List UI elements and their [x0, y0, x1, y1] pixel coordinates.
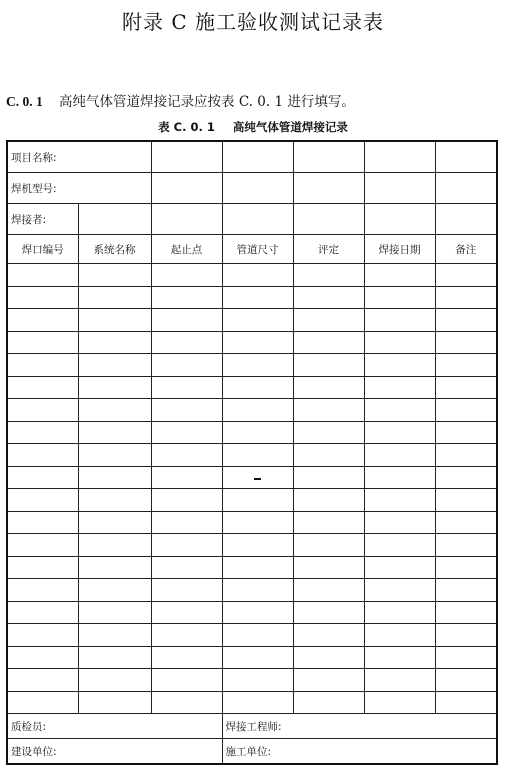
table-cell — [78, 421, 151, 444]
table-cell — [78, 399, 151, 422]
table-cell — [151, 669, 222, 692]
table-cell — [78, 534, 151, 557]
table-cell — [222, 286, 293, 309]
table-cell — [435, 511, 497, 534]
table-cell — [222, 264, 293, 287]
table-row — [7, 264, 497, 287]
table-cell — [151, 534, 222, 557]
column-header: 起止点 — [151, 235, 222, 264]
appendix-title: 附录 C 施工验收测试记录表 — [121, 10, 385, 34]
table-cell — [78, 489, 151, 512]
welder-row — [7, 204, 497, 235]
table-row — [7, 669, 497, 692]
table-cell — [151, 556, 222, 579]
project-name-label: 项目名称: — [7, 141, 151, 173]
table-cell — [7, 534, 78, 557]
table-cell — [435, 204, 497, 235]
table-row — [7, 331, 497, 354]
table-cell — [364, 141, 435, 173]
welder-label: 焊接者: — [7, 204, 78, 235]
clause-text: 高纯气体管道焊接记录应按表 C. 0. 1 进行填写。 — [59, 94, 355, 110]
table-cell — [78, 669, 151, 692]
table-cell — [222, 624, 293, 647]
table-cell — [293, 579, 364, 602]
table-cell — [7, 466, 78, 489]
table-cell — [7, 624, 78, 647]
table-cell — [151, 466, 222, 489]
table-cell — [435, 669, 497, 692]
table-row — [7, 624, 497, 647]
signature-row — [7, 739, 497, 765]
table-cell — [435, 444, 497, 467]
table-cell — [364, 309, 435, 332]
table-cell — [222, 376, 293, 399]
table-cell — [7, 579, 78, 602]
table-cell — [364, 691, 435, 714]
table-cell — [293, 466, 364, 489]
table-cell — [78, 309, 151, 332]
table-cell — [435, 646, 497, 669]
table-cell — [435, 309, 497, 332]
contractor-label: 施工单位: — [222, 739, 497, 765]
table-cell — [78, 556, 151, 579]
welding-record-table — [6, 140, 498, 765]
table-cell — [222, 204, 293, 235]
clause — [6, 90, 355, 110]
table-row — [7, 646, 497, 669]
table-cell — [222, 331, 293, 354]
table-cell — [78, 511, 151, 534]
table-cell — [151, 173, 222, 204]
table-cell — [7, 354, 78, 377]
table-cell — [293, 691, 364, 714]
table-cell — [151, 646, 222, 669]
table-cell — [293, 354, 364, 377]
table-cell — [78, 331, 151, 354]
column-header: 评定 — [293, 235, 364, 264]
table-cell — [151, 286, 222, 309]
table-cell — [7, 376, 78, 399]
table-row — [7, 354, 497, 377]
table-cell — [7, 511, 78, 534]
table-cell — [435, 354, 497, 377]
table-cell — [364, 511, 435, 534]
table-cell — [7, 421, 78, 444]
table-row — [7, 309, 497, 332]
table-cell — [7, 444, 78, 467]
table-cell — [293, 601, 364, 624]
table-cell — [293, 204, 364, 235]
table-row — [7, 601, 497, 624]
table-cell — [151, 601, 222, 624]
table-cell — [364, 399, 435, 422]
table-cell — [7, 286, 78, 309]
table-cell — [222, 601, 293, 624]
signature-row — [7, 714, 497, 739]
table-cell — [364, 624, 435, 647]
table-cell — [222, 691, 293, 714]
table-cell — [293, 444, 364, 467]
table-cell — [78, 376, 151, 399]
table-cell — [78, 579, 151, 602]
table-cell — [151, 511, 222, 534]
table-cell — [222, 354, 293, 377]
table-cell — [435, 264, 497, 287]
table-cell — [364, 444, 435, 467]
table-cell — [7, 691, 78, 714]
table-row — [7, 421, 497, 444]
table-cell — [364, 173, 435, 204]
table-cell — [78, 354, 151, 377]
table-cell — [222, 579, 293, 602]
table-row — [7, 376, 497, 399]
table-cell — [293, 331, 364, 354]
table-cell — [7, 489, 78, 512]
table-cell — [364, 556, 435, 579]
table-cell — [222, 173, 293, 204]
table-cell — [435, 534, 497, 557]
table-cell — [151, 489, 222, 512]
table-cell — [151, 691, 222, 714]
column-header: 系统名称 — [78, 235, 151, 264]
table-row — [7, 399, 497, 422]
table-row — [7, 556, 497, 579]
table-cell — [435, 376, 497, 399]
table-cell — [78, 601, 151, 624]
table-cell — [293, 309, 364, 332]
table-cell — [7, 669, 78, 692]
table-cell — [293, 286, 364, 309]
welding-engineer-label: 焊接工程师: — [222, 714, 497, 739]
table-caption — [0, 119, 506, 135]
table-cell — [364, 579, 435, 602]
table-cell — [7, 399, 78, 422]
scan-speck — [254, 478, 261, 480]
column-header: 管道尺寸 — [222, 235, 293, 264]
table-row — [7, 489, 497, 512]
table-cell — [151, 141, 222, 173]
table-cell — [151, 624, 222, 647]
table-cell — [435, 691, 497, 714]
table-cell — [7, 309, 78, 332]
table-cell — [222, 399, 293, 422]
table-cell — [293, 399, 364, 422]
table-cell — [78, 624, 151, 647]
table-cell — [435, 601, 497, 624]
column-header-row — [7, 235, 497, 264]
table-cell — [435, 579, 497, 602]
table-cell — [7, 646, 78, 669]
welder-model-label: 焊机型号: — [7, 173, 151, 204]
table-cell — [222, 466, 293, 489]
table-cell — [293, 624, 364, 647]
table-cell — [7, 556, 78, 579]
table-cell — [364, 286, 435, 309]
table-cell — [7, 264, 78, 287]
table-cell — [151, 444, 222, 467]
table-cell — [364, 331, 435, 354]
table-cell — [293, 489, 364, 512]
table-row — [7, 511, 497, 534]
table-cell — [222, 444, 293, 467]
table-cell — [293, 646, 364, 669]
table-cell — [78, 646, 151, 669]
table-cell — [293, 376, 364, 399]
welder-model-row — [7, 173, 497, 204]
table-cell — [78, 264, 151, 287]
table-cell — [222, 669, 293, 692]
table-cell — [435, 141, 497, 173]
table-cell — [293, 173, 364, 204]
table-cell — [151, 579, 222, 602]
table-cell — [222, 421, 293, 444]
table-row — [7, 444, 497, 467]
table-cell — [151, 399, 222, 422]
table-cell — [435, 489, 497, 512]
table-cell — [364, 601, 435, 624]
table-cell — [78, 444, 151, 467]
column-header: 焊口编号 — [7, 235, 78, 264]
table-cell — [364, 646, 435, 669]
table-cell — [151, 354, 222, 377]
table-cell — [364, 376, 435, 399]
table-cell — [435, 466, 497, 489]
table-cell — [151, 264, 222, 287]
table-cell — [222, 534, 293, 557]
table-cell — [78, 286, 151, 309]
clause-number: C. 0. 1 — [6, 94, 43, 109]
table-cell — [151, 421, 222, 444]
table-cell — [435, 399, 497, 422]
table-cell — [435, 624, 497, 647]
table-cell — [151, 331, 222, 354]
table-cell — [364, 354, 435, 377]
table-cell — [222, 556, 293, 579]
table-caption-title: 高纯气体管道焊接记录 — [232, 120, 348, 134]
table-cell — [364, 534, 435, 557]
table-cell — [293, 511, 364, 534]
table-cell — [293, 669, 364, 692]
table-row — [7, 534, 497, 557]
table-cell — [293, 556, 364, 579]
table-cell — [222, 646, 293, 669]
table-cell — [222, 511, 293, 534]
table-cell — [7, 331, 78, 354]
table-cell — [364, 264, 435, 287]
table-cell — [78, 204, 151, 235]
table-row — [7, 579, 497, 602]
table-cell — [293, 421, 364, 444]
table-row — [7, 286, 497, 309]
table-cell — [435, 331, 497, 354]
inspector-label: 质检员: — [7, 714, 222, 739]
table-cell — [364, 466, 435, 489]
table-cell — [435, 286, 497, 309]
table-cell — [435, 421, 497, 444]
table-cell — [364, 204, 435, 235]
table-cell — [222, 309, 293, 332]
table-cell — [78, 466, 151, 489]
table-cell — [222, 141, 293, 173]
table-cell — [222, 489, 293, 512]
table-cell — [151, 204, 222, 235]
column-header: 焊接日期 — [364, 235, 435, 264]
table-caption-number: 表 C. 0. 1 — [158, 120, 215, 134]
table-row — [7, 691, 497, 714]
table-cell — [435, 556, 497, 579]
table-cell — [78, 691, 151, 714]
table-cell — [151, 309, 222, 332]
table-cell — [293, 141, 364, 173]
column-header: 备注 — [435, 235, 497, 264]
table-cell — [293, 264, 364, 287]
table-cell — [151, 376, 222, 399]
table-cell — [364, 421, 435, 444]
table-row — [7, 466, 497, 489]
table-cell — [364, 669, 435, 692]
project-name-row — [7, 141, 497, 173]
table-cell — [364, 489, 435, 512]
table-cell — [293, 534, 364, 557]
table-cell — [435, 173, 497, 204]
construction-company-label: 建设单位: — [7, 739, 222, 765]
table-cell — [7, 601, 78, 624]
